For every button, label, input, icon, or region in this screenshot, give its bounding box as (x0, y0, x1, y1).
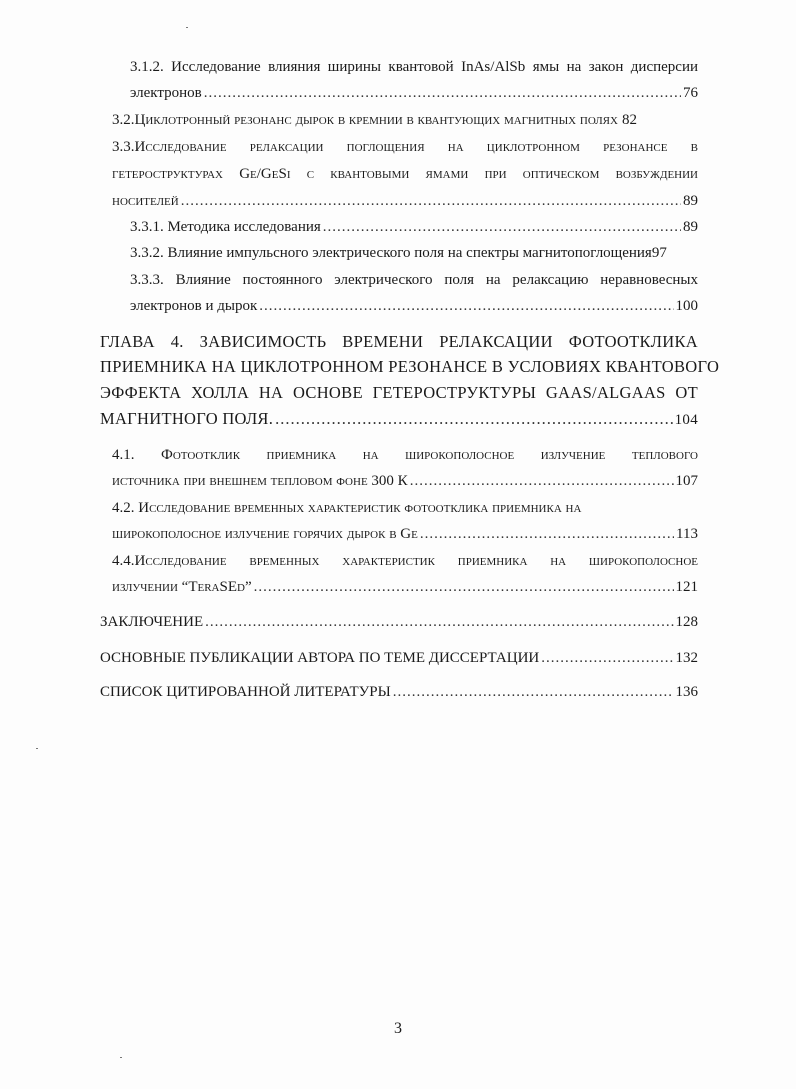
toc-page-number: 132 (675, 650, 698, 666)
toc-page-number: 128 (675, 614, 698, 630)
toc-page-number: 136 (675, 684, 698, 700)
toc-entry-text: 3.3.2. Влияние импульсного электрического поля на спектры магнитопоглощения (130, 245, 652, 261)
dot-leader (205, 613, 673, 631)
dot-leader (420, 525, 674, 543)
toc-page-number: 76 (683, 85, 698, 101)
dot-leader (204, 84, 681, 102)
dot-leader (541, 649, 673, 667)
toc-entry-text: 4.4.Исследование временных характеристик приемника на широкополосное (112, 553, 698, 569)
toc-chapter-title: ЭФФЕКТА ХОЛЛА НА ОСНОВЕ ГЕТЕРОСТРУКТУРЫ GAAS/ALGAAS ОТ (100, 383, 698, 402)
toc-chapter-title: ГЛАВА 4. ЗАВИСИМОСТЬ ВРЕМЕНИ РЕЛАКСАЦИИ ФОТООТКЛИКА (100, 332, 698, 351)
toc-entry-text: электронов (130, 85, 202, 101)
toc-entry-line (112, 499, 636, 517)
toc-entry-line (112, 192, 698, 210)
dot-leader (323, 218, 681, 236)
toc-entry-text: СПИСОК ЦИТИРОВАННОЙ ЛИТЕРАТУРЫ (100, 684, 391, 700)
toc-entry-text: 3.2.Циклотронный резонанс дырок в кремнии в квантующих магнитных полях (112, 112, 618, 128)
toc-entry-text: 4.1. Фотоотклик приемника на широкополосное излучение теплового (112, 447, 698, 463)
toc-page-number: 89 (683, 219, 698, 235)
toc-entry-text: излучении “TeraSEd” (112, 579, 252, 595)
toc-entry-line (100, 410, 698, 429)
toc-entry-line (100, 613, 698, 631)
toc-page-number: 121 (675, 579, 698, 595)
toc-entry-line (130, 84, 698, 102)
scan-speck (186, 27, 188, 28)
toc-entry-line (112, 578, 698, 596)
dot-leader (275, 410, 672, 428)
toc-entry-text: носителей (112, 193, 179, 209)
dot-leader (410, 472, 674, 490)
scan-speck (36, 748, 38, 749)
toc-entry-line (130, 244, 698, 262)
dot-leader (259, 297, 673, 315)
toc-entry-line (130, 297, 698, 315)
toc-chapter-title: ПРИЕМНИКА НА ЦИКЛОТРОННОМ РЕЗОНАНСЕ В УСЛОВИЯХ КВАНТОВОГО (100, 357, 720, 376)
toc-entry-line (100, 649, 698, 667)
toc-entry-text: широкополосное излучение горячих дырок в Ge (112, 526, 418, 542)
page-number: 3 (394, 1020, 402, 1037)
dot-leader (254, 578, 674, 596)
toc-page-number: 113 (676, 526, 698, 542)
dot-leader (393, 683, 674, 701)
toc-entry-line (130, 218, 698, 236)
toc-entry-text: ЗАКЛЮЧЕНИЕ (100, 614, 204, 630)
toc-entry-line (100, 683, 698, 701)
toc-page-number: 104 (674, 412, 698, 428)
toc-entry-text: электронов и дырок (130, 298, 258, 314)
toc-page-number: 100 (675, 298, 698, 314)
toc-entry-line (112, 472, 698, 490)
toc-page-number: 107 (675, 473, 698, 489)
scan-speck (120, 1057, 122, 1058)
toc-entry-text: 3.3.3. Влияние постоянного электрического поля на релаксацию неравновесных (130, 272, 698, 288)
toc-entry-line (112, 525, 698, 543)
toc-entry-text: ОСНОВНЫЕ ПУБЛИКАЦИИ АВТОРА ПО ТЕМЕ ДИССЕРТАЦИИ (100, 650, 540, 666)
toc-page-number: 82 (621, 112, 637, 128)
toc-page-number: 97 (651, 245, 667, 261)
toc-entry-text: источника при внешнем тепловом фоне 300 К (112, 473, 408, 489)
toc-entry-text: 4.2. Исследование временных характеристик фотоотклика приемника на (112, 500, 582, 516)
toc-entry-line (112, 111, 698, 129)
toc-page-number: 89 (683, 193, 698, 209)
dot-leader (181, 192, 681, 210)
toc-entry-text: 3.3.1. Методика исследования (130, 219, 321, 235)
toc-entry-text: 3.3.Исследование релаксации поглощения на циклотронном резонансе в (112, 139, 698, 155)
toc-entry-text: гетероструктурах Ge/GeSi с квантовыми ямами при оптическом возбуждении (112, 166, 698, 182)
toc-chapter-title: МАГНИТНОГО ПОЛЯ. (100, 409, 274, 428)
toc-entry-text: 3.1.2. Исследование влияния ширины квантовой InAs/AlSb ямы на закон дисперсии (130, 59, 698, 75)
